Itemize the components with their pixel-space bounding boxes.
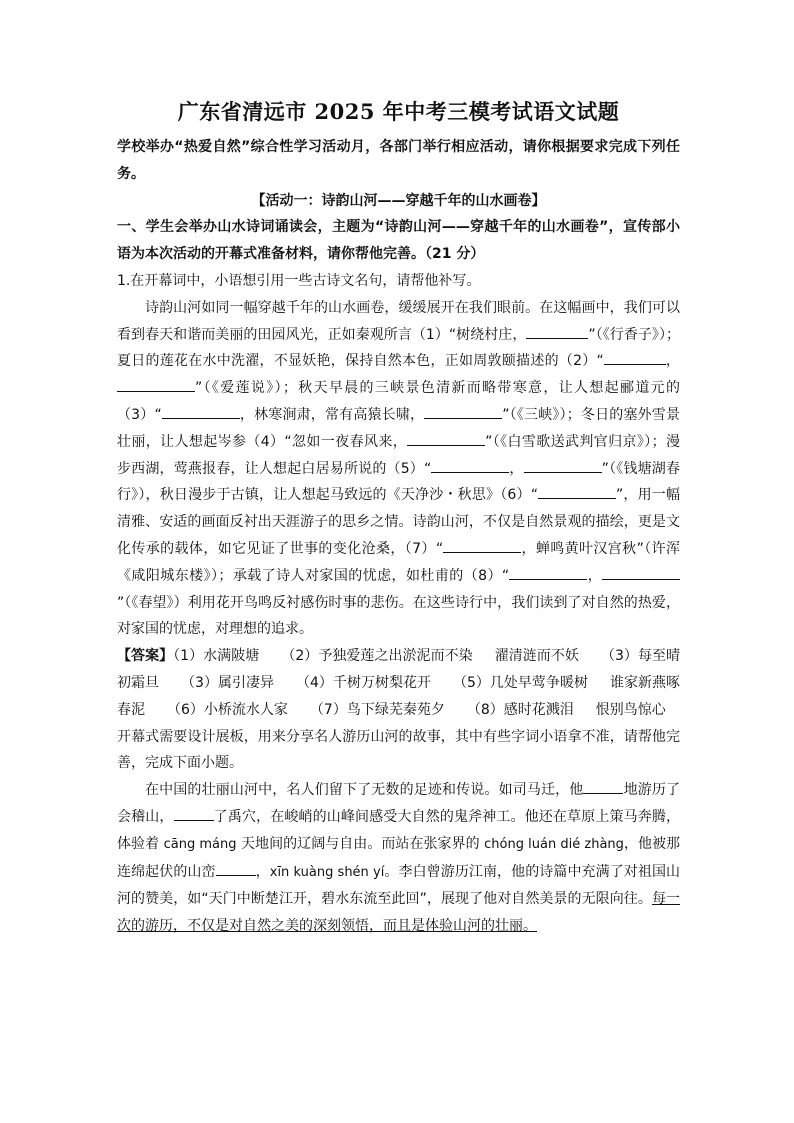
answer-item: 恨别鸟惊心 xyxy=(595,701,666,718)
passage-text: 。李白曾游历江南，他的诗篇中充满了对祖国山河的赞美，如“天门中断楚江开，碧水东流至此回”，展现了他对自然美景的无限向往。 xyxy=(117,863,681,908)
passage-text: ”（《行香子》）；夏日的莲花在水中洗濯，不显妖艳，保持自然本色，正如周敦颐描述的（2）“ xyxy=(117,326,680,370)
answer-item: （1）水满陂塘 xyxy=(173,648,260,665)
answer-item: （3）每至晴初霜旦 xyxy=(117,648,681,691)
answer-blank xyxy=(509,564,587,580)
pinyin-text: xīn kuàng shén yí xyxy=(269,864,385,880)
passage-text: 诗韵山河如同一幅穿越千年的山水画卷，缓缓展开在我们眼前。在这幅画中，我们可以看到春天和谐而美丽的田园风光，正如秦观所言（1）“树绕村庄， xyxy=(117,299,680,343)
answer-item: （7）鸟下绿芜秦苑夕 xyxy=(309,701,445,718)
answer-blank xyxy=(443,537,521,553)
intro-text: 学校举办“热爱自然”综合性学习活动月，各部门举行相应活动，请你根据要求完成下列任务。 xyxy=(117,139,680,182)
passage-text: ， xyxy=(255,863,270,880)
underlined-sentence: 每一次的游历，不仅是对自然之美的深刻领悟，而且是体验山河的壮丽。 xyxy=(117,891,680,935)
passage-text: ，蝉鸣黄叶汉宫秋”（许浑《咸阳城东楼》）；承载了诗人对家国的忧虑，如杜甫的（8）“ xyxy=(117,540,680,584)
answer-item: （4）千树万树梨花开 xyxy=(296,674,431,691)
answer-blank xyxy=(216,860,256,876)
passage-2 xyxy=(117,777,680,940)
passage-text: ”（《春望》）利用花开鸟鸣反衬感伤时事的悲伤。在这些诗行中，我们读到了对自然的热爱，对家国的忧虑，对理想的追求。 xyxy=(117,594,680,638)
answer-blank xyxy=(424,403,502,419)
passage-text: ，他被那连绵起伏的山峦 xyxy=(117,835,681,880)
passage-text: ”（《白雪歌送武判官归京》）；漫步西湖，莺燕报春，让人想起白居易所说的（5）“ xyxy=(117,433,680,477)
question-2-intro: 开幕式需要设计展板，用来分享名人游历山河的故事，其中有些字词小语拿不准，请帮他完善，完成下面小题。 xyxy=(117,728,680,772)
answer-block xyxy=(117,643,680,723)
passage-text: 天地间的辽阔与自由。而站在张家界的 xyxy=(241,835,480,852)
answer-blank xyxy=(431,457,509,473)
page-title: 广东省清远市 2025 年中考三模考试语文试题 xyxy=(177,99,620,124)
passage-text: ，林寒涧肃，常有高猿长啸， xyxy=(239,406,425,423)
question-1: 1.在开幕词中，小语想引用一些古诗文名句，请帮他补写。 xyxy=(117,272,481,289)
passage-text: ， xyxy=(587,567,602,584)
answer-item: （6）小桥流水人家 xyxy=(167,701,288,718)
pinyin-text: cāng máng xyxy=(163,836,237,852)
passage-text: 了禹穴，在峻峭的山峰间感受大自然的鬼斧神工。他还在草原上策马奔腾，体验着 xyxy=(117,808,681,852)
section-heading: 一、学生会举办山水诗词诵读会，主题为“诗韵山河——穿越千年的山水画卷”，宣传部小语为本次活动的开幕式准备材料，请你帮他完善。（21 分） xyxy=(117,219,680,263)
pinyin-text: chóng luán dié zhàng xyxy=(484,836,624,852)
passage-1 xyxy=(117,295,680,643)
answer-blank xyxy=(162,403,240,419)
answer-blank xyxy=(174,805,214,821)
answer-label: 【答案】 xyxy=(117,648,174,665)
answer-blank xyxy=(602,564,680,580)
answer-item: （8）感时花溅泪 xyxy=(466,701,574,718)
document-page xyxy=(117,96,680,940)
passage-text: 在中国的壮丽山河中，名人们留下了无数的足迹和传说。如司马迁，他 xyxy=(145,782,584,799)
passage-text: ， xyxy=(665,353,680,370)
answer-item: 谁家新燕啄春泥 xyxy=(117,674,680,718)
passage-text: ”（《三峡》）；冬日的塞外雪景壮丽，让人想起岑参（4）“忽如一夜春风来， xyxy=(117,406,680,450)
answer-blank xyxy=(117,376,195,392)
answer-item: （2）予独爱莲之出淤泥而不染 xyxy=(281,648,473,665)
answer-blank xyxy=(538,483,616,499)
answer-blank xyxy=(526,323,588,339)
answer-item: （5）几处早莺争暖树 xyxy=(452,674,588,691)
passage-text: ， xyxy=(509,460,524,477)
passage-text: 地游历了会稽山， xyxy=(117,782,681,825)
passage-text: ”（《爱莲说》）；秋天早晨的三峡景色清新而略带寒意，让人想起郦道元的（3）“ xyxy=(117,380,680,423)
activity-heading: 【活动一：诗韵山河——穿越千年的山水画卷】 xyxy=(251,192,546,209)
answer-blank xyxy=(524,457,602,473)
answer-blank xyxy=(604,349,666,365)
answer-blank xyxy=(407,430,485,446)
answer-item: （3）属引凄异 xyxy=(181,674,274,691)
answer-blank xyxy=(583,778,623,794)
answer-item: 濯清涟而不妖 xyxy=(494,648,579,665)
passage-text: ”，用一幅清雅、安适的画面反衬出天涯游子的思乡之情。诗韵山河，不仅是自然景观的描绘，更是文化传承的载体，如它见证了世事的变化沧桑，（7）“ xyxy=(117,487,680,557)
passage-text: ”（《钱塘湖春行》），秋日漫步于古镇，让人想起马致远的《天净沙・秋思》（6）“ xyxy=(117,460,680,504)
